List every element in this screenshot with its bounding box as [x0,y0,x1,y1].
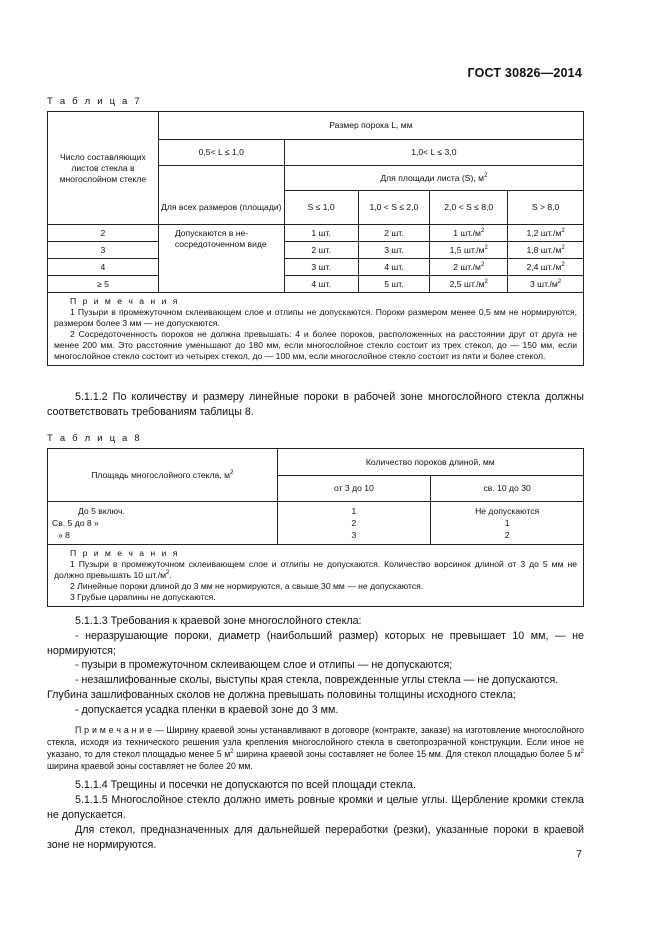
table7-note-2: 2 Сосредоточенность пороков не должна превышать: 4 и более пороков, расположенных на расстоянии друг от друга не менее 200 мм. Это расстояние уменьшают до 180 мм, если многослойное стекло состоит из трех стекол, до — 150 мм, если многослойное стекло состоит из четырех стекол, до — 100 мм, если многослойное стекло состоит из пяти и более стекол. [54,329,577,361]
table8-col2: св. 10 до 30 [431,476,584,502]
table-row: 2 Допускаются в не-сосредоточенном виде 1 шт. 2 шт. 1 $шт./м^2$ 1,2 $шт./м^2$ [48,225,584,242]
list-item: - допускается усадка пленки в краевой зоне до 3 мм. [75,703,339,716]
table8-count-header: Количество пороков длиной, мм [277,449,583,476]
table-row: До 5 включ. Св. 5 до 8 » » 8 1 2 3 Не допускаются 1 2 [48,502,584,545]
document-header: ГОСТ 30826—2014 [467,66,582,80]
list-item: - пузыри в промежуточном склеивающем слое и отлипы — не допускаются; [75,659,453,672]
table7-area-col: 2,0 < S ≤ 8,0 [430,191,508,225]
paragraph-5115: 5.1.1.5 Многослойное стекло должно иметь ровные кромки и целые углы. Щербление кромки стекла не допускается. [47,794,584,821]
paragraph-5112: 5.1.1.2 По количеству и размеру линейные пороки в рабочей зоне многослойного стекла должны соответствовать требованиям таблицы 8. [47,391,584,418]
table7-all-sizes: Для всех размеров (площади) [158,191,284,225]
notes-title: П р и м е ч а н и я [70,296,180,306]
paragraph-5114: 5.1.1.4 Трещины и посечки не допускаются по всей площади стекла. [75,779,416,792]
table8-col1: от 3 до 10 [277,476,431,502]
note-edge: П р и м е ч а н и е — Ширину краевой зоны устанавливают в договоре (контракте, заказе) на изготовление многослойного стекла, исходя из технического решения узла крепления многослойного стекла в светопрозрачной конструкции. Если иное не указано, то для стекол площадью менее 5 $м^2$ ширина краевой зоны составляет не более 15 мм. Для стекол площадью более 5 $м^2$ ширина краевой зоны составляет не более 20 мм. [47,724,584,772]
table7-area-col: 1,0 < S ≤ 2,0 [358,191,430,225]
table7-note-1: 1 Пузыри в промежуточном склеивающем слое и отлипы не допускаются. Пороки размером менее 0,5 мм не нормируются, размером более 3 мм — не допускаются. [54,307,577,328]
paragraph-cont: Глубина зашлифованных сколов не должна превышать половины толщины исходного стекла; [47,688,516,701]
list-item: - неразрушающие пороки, диаметр (наибольший размер) которых не превышает 10 мм, — не нормируются; [47,629,584,657]
table7-area-header: Для площади листа (S), $м^2$ [284,166,583,191]
table7-notes [48,293,584,366]
paragraph-last: Для стекол, предназначенных для дальнейшей переработки (резки), указанные пороки в краевой зоне не нормируются. [47,823,584,851]
table8 [47,448,584,607]
notes-title: П р и м е ч а н и я [70,548,180,558]
table7-count-header: Число составляющих листов стекла в многослойном стекле [48,112,159,225]
page-number: 7 [576,848,582,860]
paragraph-5113: 5.1.1.3 Требования к краевой зоне многослойного стекла: [75,615,362,627]
table7-range1: 0,5< L ≤ 1,0 [158,140,284,166]
table8-note-3: 3 Грубые царапины не допускаются. [70,592,216,602]
table7-caption: Т а б л и ц а 7 [47,96,142,107]
table7 [47,111,584,366]
table7-defect-size-header: Размер порока L, мм [158,112,583,140]
table-row: 4 3 шт. 4 шт. 2 $шт./м^2$ 2,4 $шт./м^2$ [48,259,584,276]
table7-area-col: S ≤ 1,0 [284,191,358,225]
section-5113 [47,614,584,852]
table8-caption: Т а б л и ц а 8 [47,433,142,444]
table8-note-2: 2 Линейные пороки длиной до 3 мм не нормируются, а свыше 30 мм — не допускаются. [70,581,424,591]
table7-range2: 1,0< L ≤ 3,0 [284,140,583,166]
table-row: 3 2 шт. 3 шт. 1,5 $шт./м^2$ 1,8 $шт./м^2$ [48,242,584,259]
table8-notes [48,545,584,607]
table7-area-col: S > 8,0 [508,191,584,225]
list-item: - незашлифованные сколы, выступы края стекла, поврежденные углы стекла — не допускаются. [75,674,559,687]
table8-note-1: 1 Пузыри в промежуточном склеивающем слое и отлипы не допускаются. Количество ворсинок длиной от 3 до 5 мм не должно превышать 10 $шт./м^2$. [54,559,577,580]
table-row: ≥ 5 4 шт. 5 шт. 2,5 $шт./м^2$ 3 $шт./м^2$ [48,276,584,293]
table8-area-header: Площадь многослойного стекла, $м^2$ [48,449,278,502]
table7-allowed-cell: Допускаются в не-сосредоточенном виде [158,225,284,293]
